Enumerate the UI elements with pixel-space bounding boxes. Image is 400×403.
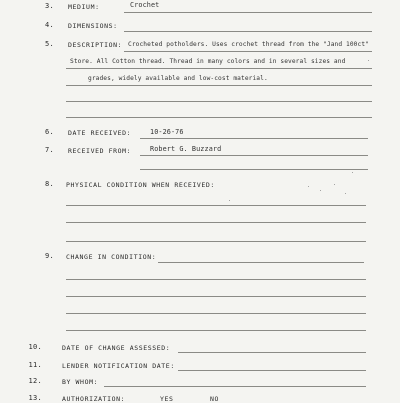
description-rule-4 (66, 101, 372, 102)
change-in-condition-label: CHANGE IN CONDITION: (66, 253, 157, 261)
physical-condition-line-2 (66, 222, 366, 223)
description-line-2: Store. All Cotton thread. Thread in many colors and in several sizes and (70, 58, 346, 65)
scan-speck (308, 186, 309, 187)
by-whom-line (104, 386, 366, 387)
field-number-date-received: 6. (44, 128, 54, 136)
physical-condition-line-1 (66, 205, 366, 206)
description-rule-5 (66, 117, 372, 118)
field-number-received-from: 7. (44, 146, 54, 154)
description-label: DESCRIPTION: (68, 41, 123, 49)
description-rule-1 (124, 51, 372, 52)
scan-speck (368, 60, 369, 61)
physical-condition-label: PHYSICAL CONDITION WHEN RECEIVED: (66, 181, 215, 189)
by-whom-label: BY WHOM: (62, 378, 99, 386)
lender-notification-line (178, 370, 366, 371)
change-in-condition-line-5 (66, 330, 366, 331)
field-number-change-in-condition: 9. (44, 252, 54, 260)
medium-line (124, 12, 372, 13)
field-number-physical-condition: 8. (44, 180, 54, 188)
scan-speck (334, 184, 335, 185)
received-from-value: Robert G. Buzzard (150, 145, 222, 153)
field-number-authorization: 13. (28, 394, 42, 402)
description-rule-2 (66, 68, 372, 69)
authorization-no: NO (210, 395, 220, 403)
scan-speck (229, 200, 230, 201)
medium-label: MEDIUM: (68, 3, 100, 11)
lender-notification-label: LENDER NOTIFICATION DATE: (62, 362, 175, 370)
scan-speck (352, 172, 353, 173)
authorization-label: AUTHORIZATION: (62, 395, 126, 403)
description-line-1: Crocheted potholders. Uses crochet thread from the "Jand 100ct" (128, 41, 369, 48)
date-received-label: DATE RECEIVED: (68, 129, 132, 137)
field-number-date-of-change: 10. (28, 343, 42, 351)
received-from-label: RECEIVED FROM: (68, 147, 132, 155)
date-of-change-line (178, 352, 366, 353)
authorization-yes: YES (160, 395, 174, 403)
field-number-by-whom: 12. (28, 377, 42, 385)
field-number-dimensions: 4. (44, 21, 54, 29)
received-from-line-2 (140, 169, 368, 170)
received-from-line-1 (140, 155, 368, 156)
description-rule-3 (66, 85, 372, 86)
field-number-lender-notification: 11. (28, 361, 42, 369)
field-number-medium: 3. (44, 2, 54, 10)
medium-value: Crochet (130, 1, 160, 9)
date-of-change-label: DATE OF CHANGE ASSESSED: (62, 344, 171, 352)
description-line-3: grades, widely available and low-cost material. (88, 75, 268, 82)
change-in-condition-line-2 (66, 279, 366, 280)
scan-speck (320, 190, 321, 191)
physical-condition-line-3 (66, 241, 366, 242)
change-in-condition-line-4 (66, 313, 366, 314)
dimensions-label: DIMENSIONS: (68, 22, 118, 30)
change-in-condition-line-1 (158, 262, 364, 263)
field-number-description: 5. (44, 40, 54, 48)
date-received-value: 10-26-76 (150, 128, 184, 136)
change-in-condition-line-3 (66, 296, 366, 297)
date-received-line (140, 138, 368, 139)
scan-speck (345, 193, 346, 194)
dimensions-line (124, 31, 372, 32)
